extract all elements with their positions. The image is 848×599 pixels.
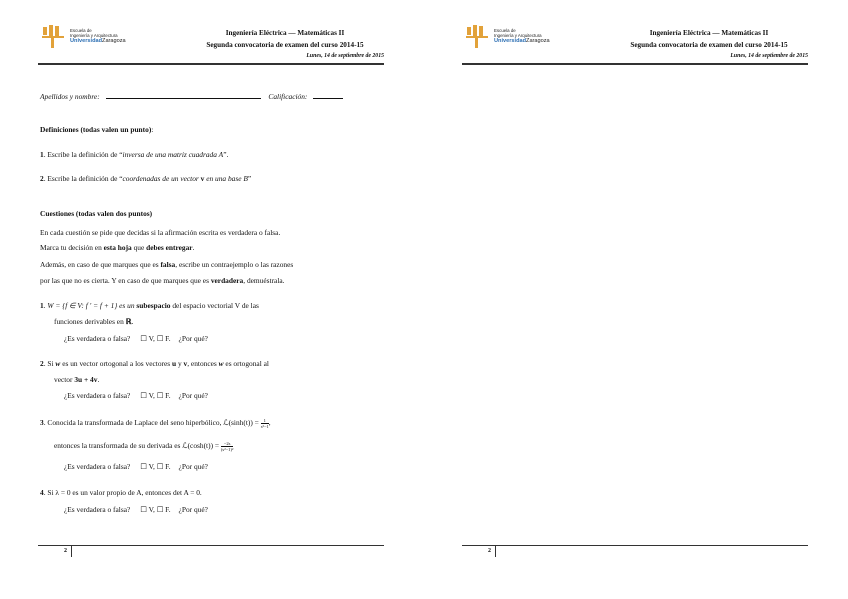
definition-2: 2. Escribe la definición de “coordenadas de un vector v en una base B”: [40, 174, 252, 183]
logo-emblem-icon: [40, 24, 68, 50]
questions-intro-4: por las que no es cierta. Y en caso de que marques que es verdadera, demuéstrala.: [40, 276, 285, 285]
header-subtitle: Segunda convocatoria de examen del curso 2014-15: [630, 41, 788, 49]
definition-1: 1. Escribe la definición de “inversa de una matriz cuadrada A”.: [40, 150, 229, 159]
questions-heading: Cuestiones (todas valen dos puntos): [40, 209, 153, 218]
definitions-heading: Definiciones (todas valen un punto):: [40, 125, 154, 134]
footer-divider: [38, 545, 384, 546]
question-2-cont: vector 3u + 4v.: [54, 375, 100, 384]
header-title: Ingeniería Eléctrica — Matemáticas II: [225, 29, 345, 37]
questions-intro-2: Marca tu decisión en esta hoja que debes entregar.: [40, 243, 195, 252]
logo-text-line1: Escuela de: [70, 28, 92, 33]
exam-date: Lunes, 14 de septiembre de 2015: [306, 53, 384, 59]
page-number: 2: [64, 548, 67, 554]
exam-date: Lunes, 14 de septiembre de 2015: [730, 53, 808, 59]
question-3-answer[interactable]: ¿Es verdadera o falsa? ☐ V, ☐ F. ¿Por qué?: [64, 462, 208, 471]
question-2: 2. Si w es un vector ortogonal a los vectores u y v, entonces w es ortogonal al: [40, 359, 269, 368]
page-number-bar: [495, 545, 496, 557]
question-1-cont: funciones derivables en ℝ.: [54, 317, 134, 326]
question-4-answer[interactable]: ¿Es verdadera o falsa? ☐ V, ☐ F. ¿Por qué?: [64, 505, 208, 514]
question-2-answer[interactable]: ¿Es verdadera o falsa? ☐ V, ☐ F. ¿Por qué?: [64, 391, 208, 400]
header-subtitle: Segunda convocatoria de examen del curso 2014-15: [206, 41, 364, 49]
grade-label: Calificación:: [268, 92, 308, 101]
footer-divider: [462, 545, 808, 546]
header-divider: [462, 63, 808, 65]
header-divider: [38, 63, 384, 65]
logo-emblem-icon: [464, 24, 492, 50]
logo-text-line2: Ingeniería y Arquitectura: [494, 33, 542, 39]
logo-university: UniversidadZaragoza: [494, 38, 550, 45]
logo-text-line1: Escuela de: [494, 28, 516, 33]
fraction-1: $\frac{1}{\text{s²−1}}$: [260, 418, 269, 429]
logo-university: UniversidadZaragoza: [70, 38, 126, 45]
logo-text-line2: Ingeniería y Arquitectura: [70, 33, 118, 39]
question-3: 3. Conocida la transformada de Laplace del seno hiperbólico, ℒ(sinh(t)) = $\frac{1}{\text{s²−1}}$ ,: [40, 418, 271, 429]
header-title: Ingeniería Eléctrica — Matemáticas II: [649, 29, 769, 37]
university-logo: [40, 24, 170, 52]
grade-blank[interactable]: [313, 98, 343, 99]
name-label: Apellidos y nombre:: [40, 92, 100, 101]
name-grade-row: [40, 92, 343, 102]
question-1-answer[interactable]: ¿Es verdadera o falsa? ☐ V, ☐ F. ¿Por qué?: [64, 334, 208, 343]
university-logo: [464, 24, 594, 52]
name-blank[interactable]: [106, 98, 261, 99]
exam-header: [594, 27, 824, 51]
questions-intro-1: En cada cuestión se pide que decidas si la afirmación escrita es verdadera o falsa.: [40, 228, 281, 237]
fraction-2: $\frac{-2s}{\text{(s²−1)²}}$: [220, 441, 234, 452]
question-1: 1. W = {f ∈ V: f ′ = f + 1} es un subespacio del espacio vectorial V de las: [40, 301, 259, 310]
question-3-cont: entonces la transformada de su derivada es ℒ(cosh(t)) = $\frac{-2s}{\text{(s²−1)²}}$: [54, 441, 234, 452]
question-4: 4. Si λ = 0 es un valor propio de A, entonces det A = 0.: [40, 488, 202, 497]
page-number: 2: [488, 548, 491, 554]
page-number-bar: [71, 545, 72, 557]
exam-header: [170, 27, 400, 51]
page-right: [424, 0, 848, 599]
questions-intro-3: Además, en caso de que marques que es falsa, escribe un contraejemplo o las razones: [40, 260, 294, 269]
